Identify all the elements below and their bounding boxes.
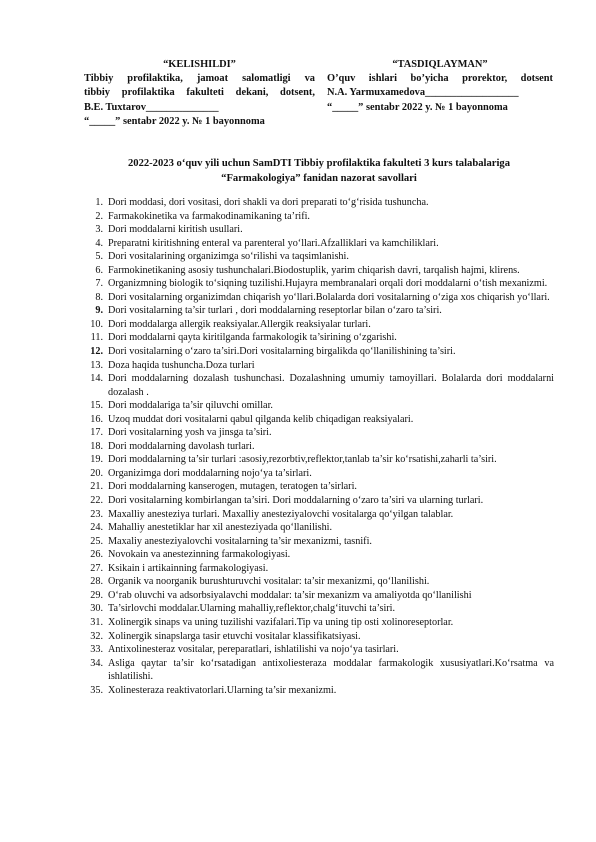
question-text: Organik va noorganik burushturuvchi vositalar: ta’sir mexanizmi, qo‘llanilishi. — [108, 576, 430, 588]
question-text: Xolinergik sinaps va uning tuzilishi vazifalari.Tip va uning tip osti xolinoreseptorlar. — [108, 616, 454, 628]
question-item — [84, 521, 554, 535]
question-item — [84, 508, 554, 522]
question-text: Dori moddasi, dori vositasi, dori shakli va dori preparati to‘g‘risida tushuncha. — [108, 197, 429, 208]
agreed-heading: “KELISHILDI” — [163, 59, 236, 70]
question-number: 26. — [90, 549, 103, 561]
question-text: Dori moddalarni kiritish usullari. — [108, 224, 243, 236]
question-item — [84, 589, 554, 603]
question-item — [84, 250, 554, 264]
question-text: Dori moddalarning dozalash tushunchasi. Dozalashning umumiy tamoyillari. Bolalarda dori moddalarni dozalash . — [108, 373, 554, 398]
question-item — [84, 535, 554, 549]
question-number: 12. — [90, 346, 103, 358]
question-item — [84, 480, 554, 494]
question-text: Dori vositalarning organizimdan chiqarish yo‘llari.Bolalarda dori vositalarning o‘ziga xos chiqarish yo‘llari. — [108, 291, 550, 303]
question-text: Dori vositalarning ta’sir turlari , dori moddalarning reseptorlar bilan o‘zaro ta’siri. — [108, 305, 442, 317]
question-item — [84, 575, 554, 589]
question-number: 27. — [90, 562, 103, 574]
question-text: Dori moddalarning davolash turlari. — [108, 440, 255, 452]
question-item — [84, 345, 554, 359]
question-text: Dori moddalarning ta’sir turlari :asosiy,rezorbtiv,reflektor,tanlab ta’sir ko‘rsatishi,zaharli ta’siri. — [108, 454, 497, 466]
question-text: Xolinergik sinapslarga tasir etuvchi vositalar klassifikatsiyasi. — [108, 630, 361, 642]
question-number: 16. — [90, 413, 103, 425]
question-item — [84, 440, 554, 454]
question-number: 15. — [90, 400, 103, 412]
question-number: 5. — [95, 251, 103, 263]
question-text: Maxaliy anesteziyalovchi vositalarning ta’sir mexanizmi, tasnifi. — [108, 535, 372, 547]
agreed-signatory: B.E. Tuxtarov______________ — [84, 101, 219, 113]
question-number: 3. — [95, 224, 103, 236]
question-item — [84, 684, 554, 698]
questions-list — [84, 196, 554, 697]
question-item — [84, 602, 554, 616]
question-number: 11. — [90, 332, 103, 344]
question-number: 32. — [90, 630, 103, 642]
question-text: Dori vositalarining organizimga so‘rilishi va taqsimlanishi. — [108, 251, 349, 263]
title-line-1: 2022-2023 o‘quv yili uchun SamDTI Tibbiy profilaktika fakulteti 3 kurs talabalariga — [127, 158, 511, 169]
question-number: 30. — [90, 603, 103, 615]
question-number: 14. — [90, 373, 103, 385]
question-number: 2. — [95, 210, 103, 222]
question-item — [84, 657, 554, 684]
question-text: Doza haqida tushuncha.Doza turlari — [108, 359, 255, 371]
question-item — [84, 467, 554, 481]
question-number: 18. — [90, 440, 103, 452]
question-number: 7. — [95, 278, 103, 290]
question-text: Dori vositalarning o‘zaro ta’siri.Dori vositalarning birgalikda qo‘llanilishining ta’siri. — [108, 346, 456, 358]
question-text: Novokain va anestezinning farmakologiyasi. — [108, 549, 291, 561]
question-number: 13. — [90, 359, 103, 371]
question-text: Antixolinesteraz vositalar, pereparatlari, ishlatilishi va nojo‘ya tasirlari. — [108, 644, 399, 656]
question-item — [84, 359, 554, 373]
agreed-date-protocol: “_____” sentabr 2022 y. № 1 bayonnoma — [84, 115, 265, 127]
question-item — [84, 562, 554, 576]
agreed-position-line2: tibbiy profilaktika fakulteti dekani, dotsent, — [84, 87, 315, 99]
question-number: 31. — [90, 616, 103, 628]
question-text: Maxalliy anesteziya turlari. Maxalliy anesteziyalovchi vositalarga qo‘yilgan talablar. — [108, 508, 454, 520]
question-number: 20. — [90, 467, 103, 479]
question-text: Asliga qaytar ta’sir ko‘rsatadigan antixoliesteraza moddalar farmakologik xususiyatlari.Ko‘rsatma va ishlatilishi. — [108, 657, 554, 683]
question-item — [84, 494, 554, 508]
question-number: 28. — [90, 576, 103, 588]
document-title — [84, 157, 554, 186]
question-item — [84, 304, 554, 318]
question-number: 19. — [90, 454, 103, 466]
question-text: Dori moddalarga allergik reaksiyalar.Allergik reaksiyalar turlari. — [108, 318, 371, 330]
question-text: Preparatni kiritishning enteral va parenteral yo‘llari.Afzalliklari va kamchiliklari. — [108, 237, 439, 249]
question-item — [84, 413, 554, 427]
question-text: Mahalliy anestetiklar har xil anesteziyada qo‘llanilishi. — [108, 522, 333, 534]
question-text: Dori vositalarning kombirlangan ta’siri. Dori moddalarning o‘zaro ta’siri va ularning turlari. — [108, 495, 484, 507]
question-item — [84, 616, 554, 630]
question-item — [84, 277, 554, 291]
question-item — [84, 264, 554, 278]
title-line-2: “Farmakologiya” fanidan nazorat savollari — [221, 172, 417, 184]
question-number: 24. — [90, 522, 103, 534]
question-number: 9. — [95, 305, 103, 317]
question-number: 22. — [90, 495, 103, 507]
question-item — [84, 210, 554, 224]
question-item — [84, 453, 554, 467]
approval-block-agreed — [84, 58, 315, 129]
question-number: 33. — [90, 644, 103, 656]
question-text: Organizmning biologik to‘siqning tuzilishi.Hujayra membranalari orqali dori moddalarni o‘tish mexanizmi. — [108, 278, 548, 290]
question-text: Uzoq muddat dori vositalarni qabul qilganda kelib chiqadigan reaksiyalari. — [108, 413, 414, 425]
approved-date-protocol: “_____” sentabr 2022 y. № 1 bayonnoma — [327, 101, 508, 113]
question-text: Organizimga dori moddalarning nojo‘ya ta’sirlari. — [108, 467, 312, 479]
question-number: 8. — [95, 291, 103, 303]
question-item — [84, 630, 554, 644]
approved-heading: “TASDIQLAYMAN” — [392, 59, 488, 70]
question-item — [84, 223, 554, 237]
approved-signatory: N.A. Yarmuxamedova__________________ — [327, 87, 519, 99]
question-text: Dori moddalarni qayta kiritilganda farmakologik ta’sirining o‘zgarishi. — [108, 332, 397, 344]
approval-block-approved — [327, 58, 553, 115]
question-number: 35. — [90, 684, 103, 696]
question-item — [84, 237, 554, 251]
question-item — [84, 196, 554, 210]
question-item — [84, 643, 554, 657]
question-number: 10. — [90, 318, 103, 330]
question-item — [84, 318, 554, 332]
question-item — [84, 331, 554, 345]
question-text: Dori moddalariga ta’sir qiluvchi omillar. — [108, 400, 273, 412]
question-item — [84, 372, 554, 399]
question-number: 17. — [90, 427, 103, 439]
question-item — [84, 548, 554, 562]
question-number: 21. — [90, 481, 103, 493]
question-item — [84, 426, 554, 440]
question-text: Farmakokinetika va farmakodinamikaning ta’rifi. — [108, 210, 310, 222]
question-text: Ta’sirlovchi moddalar.Ularning mahalliy,reflektor,chalg‘ituvchi ta’siri. — [108, 603, 396, 615]
question-number: 29. — [90, 589, 103, 601]
question-text: Farmokinetikaning asosiy tushunchalari.Biodostuplik, yarim chiqarish davri, tarqalish hajmi, klirens. — [108, 264, 520, 276]
question-number: 23. — [90, 508, 103, 520]
question-item — [84, 291, 554, 305]
question-text: Xolinesteraza reaktivatorlari.Ularning ta’sir mexanizmi. — [108, 684, 337, 696]
question-number: 4. — [95, 237, 103, 249]
question-text: Dori moddalarning kanserogen, mutagen, teratogen ta’sirlari. — [108, 481, 357, 493]
question-number: 25. — [90, 535, 103, 547]
question-text: O‘rab oluvchi va adsorbsiyalavchi moddalar: ta’sir mexanizm va amaliyotda qo‘llanilishi — [108, 589, 472, 601]
agreed-position-line1: Tibbiy profilaktika, jamoat salomatligi va — [84, 73, 315, 85]
question-number: 1. — [95, 197, 103, 208]
approved-position-line: O’quv ishlari bo’yicha prorektor, dotsent — [327, 73, 553, 85]
question-text: Dori vositalarning yosh va jinsga ta’siri. — [108, 427, 272, 439]
question-number: 34. — [90, 657, 103, 669]
question-number: 6. — [95, 264, 103, 276]
question-text: Ksikain i artikainning farmakologiyasi. — [108, 562, 269, 574]
question-item — [84, 399, 554, 413]
